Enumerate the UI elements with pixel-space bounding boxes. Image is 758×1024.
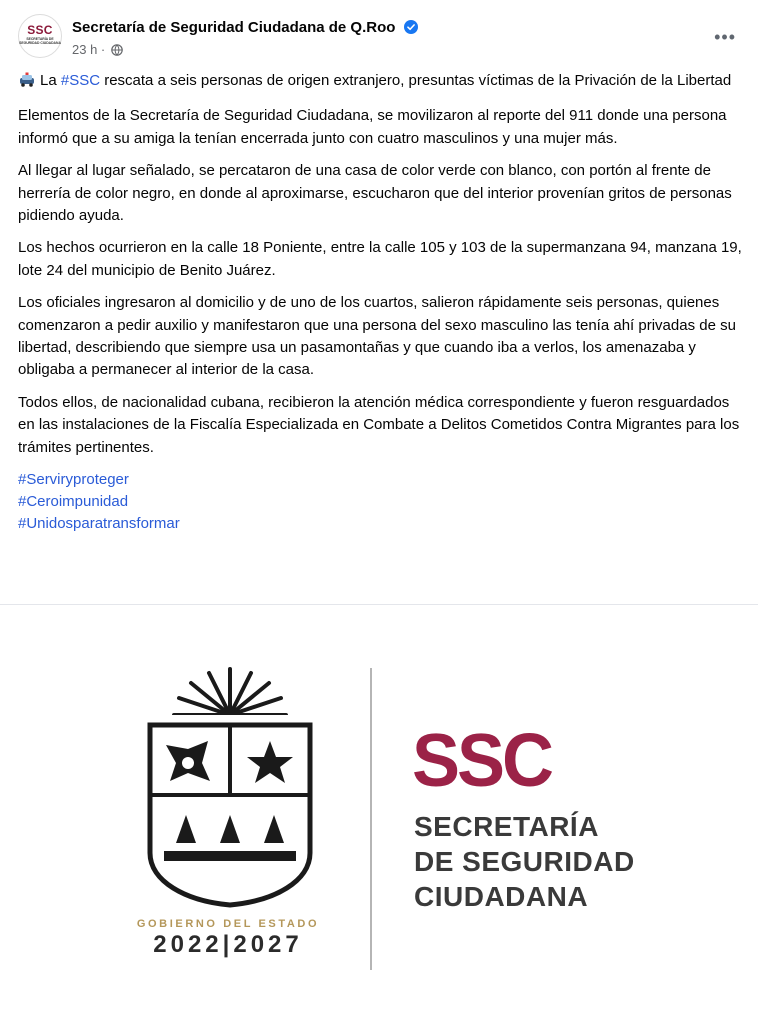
globe-icon	[111, 43, 123, 61]
intro-prefix: La	[40, 72, 61, 89]
hashtag-ceroimpunidad-link[interactable]: #Ceroimpunidad	[18, 493, 129, 511]
post-paragraph: Todos ellos, de nacionalidad cubana, recibieron la atención médica correspondiente y fueron resguardados en las instalaciones de la Fiscalía Especializada en Combate a Delitos Cometidos Contra Migrantes para los trámites pertinentes.	[18, 393, 740, 456]
government-label: GOBIERNO DEL ESTADO	[136, 918, 320, 930]
post-paragraph: Los hechos ocurrieron en la calle 18 Poniente, entre la calle 105 y 103 de la supermanzana 94, manzana 19, lote 24 del municipio de Benito Juárez.	[18, 239, 742, 279]
ssc-logo-abbrev: SSC	[412, 719, 552, 803]
more-options-button[interactable]: •••	[714, 27, 736, 47]
police-car-icon	[18, 72, 36, 95]
ssc-logo-line3: CIUDADANA	[414, 881, 589, 912]
page-name-link[interactable]	[72, 18, 418, 40]
post-body	[18, 70, 744, 535]
post-image[interactable]	[0, 605, 758, 1024]
post-intro	[18, 70, 744, 95]
intro-text: rescata a seis personas de origen extranjero, presuntas víctimas de la Privación de la Libertad	[100, 72, 732, 89]
avatar-logo-subtext: SECRETARÍA DE SEGURIDAD CIUDADANA	[19, 37, 61, 45]
post-paragraph: Al llegar al lugar señalado, se percataron de una casa de color verde con blanco, con portón al frente de herrería de color negro, en donde al aproximarse, escucharon que del interior provenían gritos de personas pidiendo ayuda.	[18, 162, 732, 225]
hashtag-serviryproteger-link[interactable]: #Serviryproteger	[18, 471, 129, 489]
post-meta	[72, 41, 123, 61]
verified-badge-icon	[404, 20, 418, 40]
ssc-logo-line1: SECRETARÍA	[414, 811, 599, 842]
hashtag-list	[18, 469, 744, 535]
avatar[interactable]	[18, 14, 62, 58]
hashtag-ssc-link[interactable]: #SSC	[60, 72, 101, 89]
ssc-logo-line2: DE SEGURIDAD	[414, 846, 635, 877]
page-name[interactable]: Secretaría de Seguridad Ciudadana de Q.Roo	[72, 19, 396, 36]
post-timestamp[interactable]: 23 h ·	[72, 42, 106, 57]
government-years: 2022|2027	[153, 931, 303, 958]
hashtag-unidosparatransformar-link[interactable]: #Unidosparatransformar	[18, 515, 180, 533]
avatar-logo-text: SSC	[27, 23, 53, 37]
post-paragraph: Elementos de la Secretaría de Seguridad Ciudadana, se movilizaron al reporte del 911 donde una persona informó que a su amiga la tenían encerrada junto con cuatro masculinos y una mujer más.	[18, 107, 727, 147]
post-paragraph: Los oficiales ingresaron al domicilio y de uno de los cuartos, salieron rápidamente seis personas, quienes comenzaron a pedir auxilio y manifestaron que una persona del sexo masculino las tenía ahí privadas de su libertad, describiendo que siempre usa un pasamontañas y que cuando iba a verlos, los amenazaba y obligaba a permanecer al interior de la casa.	[18, 294, 736, 379]
state-seal-icon	[130, 653, 330, 913]
logo-divider	[370, 668, 372, 970]
